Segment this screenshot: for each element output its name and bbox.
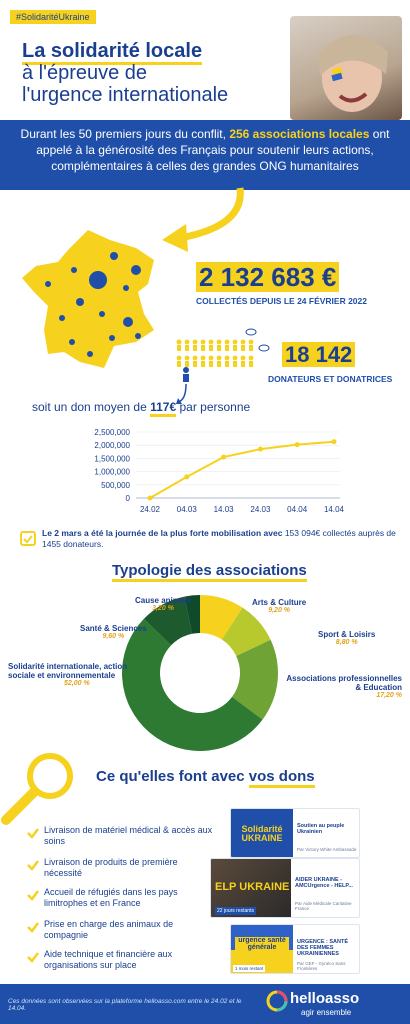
amount-caption: COLLECTÉS DEPUIS LE 24 FÉVRIER 2022 [196,296,367,306]
y-tick-label: 1,500,000 [94,454,130,464]
check-icon [26,858,40,872]
y-tick-label: 2,500,000 [94,428,130,437]
typology-title: Typologie des associations [112,562,307,579]
y-tick-label: 2,000,000 [94,441,130,451]
calendar-icon [20,530,36,546]
intro-highlight: 256 associations locales [229,127,370,141]
hero-photo-image [290,16,402,120]
donors-caption: DONATEURS ET DONATRICES [268,374,393,384]
series-line [150,442,334,498]
card-1-banner: Solidarité UKRAINE [231,809,293,858]
data-point [332,439,337,444]
action-item: Accueil de réfugiés dans les pays limitrophes et en France [44,887,178,908]
y-tick-label: 1,000,000 [94,467,130,477]
data-point [221,455,226,460]
campaign-card-3[interactable]: urgence santé générale 1 mois restant URGENCE : SANTÉ DES FEMMES UKRAINIENNES Par GEF - Gynéco Sans Frontières [230,924,360,974]
donors-value: 18 142 [282,342,355,368]
campaign-card-1[interactable]: Solidarité UKRAINE Soutien au peuple Ukrainien Par Victory White Ambassade [230,808,360,858]
action-item: Livraison de matériel médical & accès aux soins [44,825,213,846]
check-icon [26,826,40,840]
helloasso-logo-icon [266,990,288,1012]
action-item: Livraison de produits de première nécessité [44,857,178,878]
mobilisation-note: Le 2 mars a été la journée de la plus forte mobilisation avec 153 094€ collectés auprès de 1455 donateurs. [42,528,396,549]
check-icon [26,920,40,934]
campaign-card-2[interactable]: ELP UKRAINE 22 jours restants AIDER UKRAINE - AMCUrgence - HELP... Par Aide Médicale Caritative France [210,858,360,918]
y-tick-label: 500,000 [101,480,130,490]
brand-name[interactable]: helloasso [290,990,360,1007]
card-2-banner: ELP UKRAINE [215,881,290,893]
data-point [258,447,263,452]
x-tick-label: 04.04 [287,505,308,514]
data-point [184,474,189,479]
data-point [295,442,300,447]
action-item: Aide technique et financière aux organisations sur place [44,949,173,970]
card-3-banner: urgence santé générale [235,937,289,951]
brand-tagline: agir ensemble [301,1008,352,1017]
label-solidarite: Solidarité internationale, action sociale et environnementale 52,00 % [8,662,128,687]
label-sante-sciences: Santé & Sciences 9,60 % [80,624,147,640]
label-sport-loisirs: Sport & Loisirs 8,80 % [318,630,376,646]
check-icon [26,888,40,902]
y-tick-label: 0 [125,494,130,503]
average-donation: soit un don moyen de 117€ par personne [32,400,250,414]
magnifier-icon [0,748,90,828]
x-tick-label: 14.03 [213,505,234,514]
hashtag-badge: #SolidaritéUkraine [10,10,96,24]
actions-title: Ce qu'elles font avec vos dons [96,768,315,785]
label-assoc-pro: Associations professionnelles & Education 17,20 % [286,674,402,699]
france-map-icon [18,226,168,376]
label-cause-animale: Cause animale 3,20 % [134,596,192,612]
page-title: La solidarité locale à l'épreuve de l'urgence internationale [22,40,229,106]
check-icon [26,950,40,964]
footer-note: Ces données sont observées sur la plateforme helloasso.com entre le 24.02 et le 14.04. [8,998,242,1012]
action-item: Prise en charge des animaux de compagnie [44,919,174,940]
data-point [148,496,153,501]
x-tick-label: 04.03 [176,505,197,514]
intro-band: Durant les 50 premiers jours du conflit, 256 associations locales ont appelé à la générosité des Français pour soutenir leurs actions, complémentaires à celles des grandes ONG humanitaires [0,120,410,190]
x-tick-label: 14.04 [323,505,345,514]
donations-line-chart [60,424,350,520]
hero-photo [290,16,402,120]
label-arts-culture: Arts & Culture 9,20 % [252,598,307,614]
amount-value: 2 132 683 € [196,262,339,293]
x-tick-label: 24.02 [139,505,161,514]
x-tick-label: 24.03 [250,505,271,514]
